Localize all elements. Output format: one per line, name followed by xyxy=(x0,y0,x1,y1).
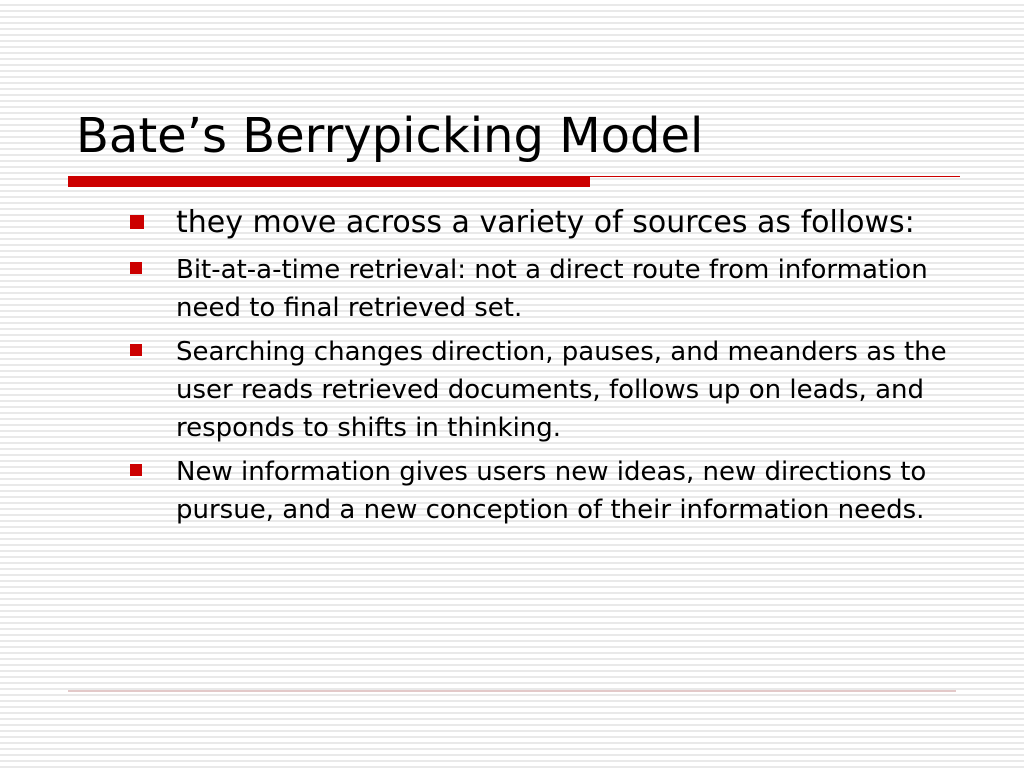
square-bullet-icon xyxy=(130,262,142,274)
bullet-list xyxy=(128,203,960,535)
bullet-text: Bit-at-a-time retrieval: not a direct route from information need to final retrieved set. xyxy=(176,255,928,323)
bullet-item xyxy=(128,333,960,447)
bullet-item xyxy=(128,453,960,529)
bullet-item xyxy=(128,203,960,242)
square-bullet-icon xyxy=(130,344,142,356)
bullet-text: they move across a variety of sources as follows: xyxy=(176,205,915,240)
title-underline-thin xyxy=(590,176,960,177)
slide-title: Bate’s Berrypicking Model xyxy=(76,108,704,164)
title-underline-thick xyxy=(68,176,590,187)
bullet-text: New information gives users new ideas, new directions to pursue, and a new conception of their information needs. xyxy=(176,457,927,525)
bullet-item xyxy=(128,251,960,327)
square-bullet-icon xyxy=(130,464,142,476)
square-bullet-icon xyxy=(130,215,144,229)
bullet-text: Searching changes direction, pauses, and meanders as the user reads retrieved documents, follows up on leads, and responds to shifts in thinking. xyxy=(176,337,947,443)
footer-divider xyxy=(68,690,956,692)
